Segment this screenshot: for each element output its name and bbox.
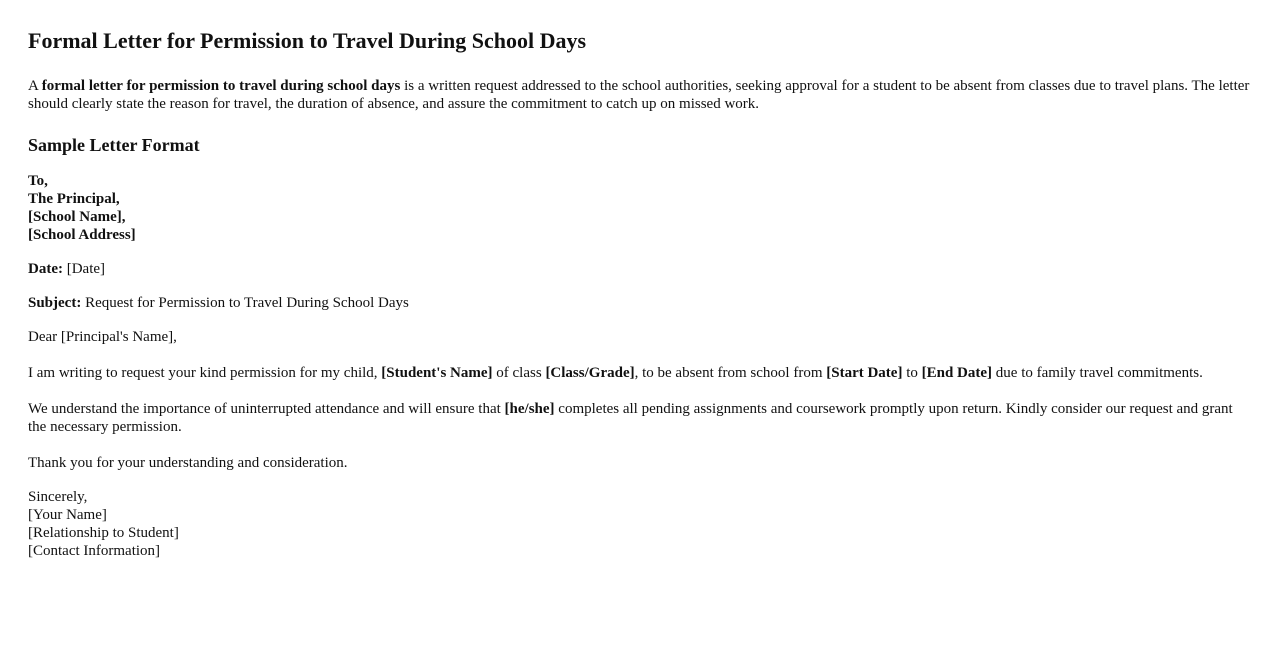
page-title: Formal Letter for Permission to Travel During School Days xyxy=(28,28,587,53)
body1-class-grade: [Class/Grade] xyxy=(545,365,635,381)
closing-contact: [Contact Information] xyxy=(28,543,161,559)
body2-text-1: We understand the importance of uninterrupted attendance and will ensure that xyxy=(28,401,505,417)
section-heading: Sample Letter Format xyxy=(28,135,200,155)
body1-start-date: [Start Date] xyxy=(826,365,903,381)
closing-name: [Your Name] xyxy=(28,507,107,523)
body1-end-date: [End Date] xyxy=(921,365,993,381)
closing-sign-off: Sincerely, xyxy=(28,489,88,505)
body1-text-5: due to family travel commitments. xyxy=(992,365,1203,381)
subject-line xyxy=(28,294,1250,312)
body-paragraph-1 xyxy=(28,364,1250,382)
body1-text-2: of class xyxy=(492,365,546,381)
intro-paragraph xyxy=(28,77,1250,113)
thanks-line: Thank you for your understanding and consideration. xyxy=(28,455,348,471)
date-line xyxy=(28,260,1250,278)
address-block xyxy=(28,172,1250,244)
date-value: [Date] xyxy=(62,261,106,277)
address-school-address: [School Address] xyxy=(28,227,136,243)
body2-pronoun: [he/she] xyxy=(504,401,555,417)
body-paragraph-2 xyxy=(28,400,1250,436)
body1-text-1: I am writing to request your kind permission for my child, xyxy=(28,365,382,381)
salutation: Dear [Principal's Name], xyxy=(28,329,177,345)
address-recipient: The Principal, xyxy=(28,191,120,207)
closing-block xyxy=(28,488,1250,560)
closing-relationship: [Relationship to Student] xyxy=(28,525,179,541)
body1-student-name: [Student's Name] xyxy=(381,365,493,381)
intro-prefix: A xyxy=(28,78,42,94)
date-label: Date: xyxy=(28,261,63,277)
body1-text-4: to xyxy=(902,365,922,381)
body1-text-3: , to be absent from school from xyxy=(634,365,827,381)
subject-label: Subject: xyxy=(28,295,82,311)
body2-text-2: completes all pending assignments and coursework promptly upon return. Kindly consider our request and grant the necessary permission. xyxy=(28,401,1233,435)
intro-bold-term: formal letter for permission to travel during school days xyxy=(41,78,401,94)
subject-value: Request for Permission to Travel During School Days xyxy=(81,295,409,311)
address-school-name: [School Name], xyxy=(28,209,126,225)
address-to: To, xyxy=(28,173,48,189)
intro-suffix: is a written request addressed to the school authorities, seeking approval for a student to be absent from classes due to travel plans. The letter should clearly state the reason for travel, the duration of absence, and assure the commitment to catch up on missed work. xyxy=(28,78,1250,112)
